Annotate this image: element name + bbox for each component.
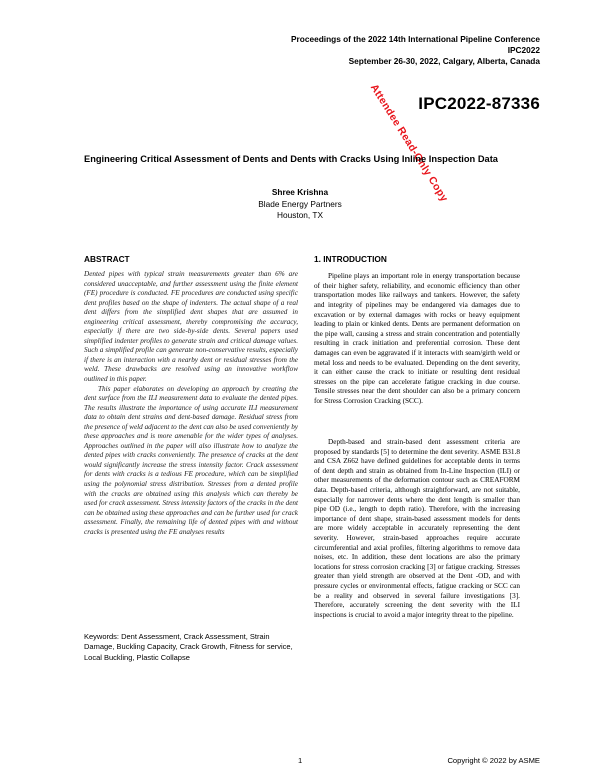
- conference-name: Proceedings of the 2022 14th International Pipeline Conference: [291, 34, 540, 44]
- page-number: 1: [298, 756, 303, 765]
- intro-paragraph-2: Depth-based and strain-based dent assessment criteria are proposed by standards [5] to determine the dent severity. ASME B31.8 and CSA Z662 have defined guidelines for acceptable dents in terms of dent depth and strain as obtained from In-Line Inspection (ILI) or other measurements of the deformation contour such as CREAFORM data. Depth-based criteria, although straightforward, are not suitable, especially for narrower dents where the dent length is smaller than pipe OD (i.e., length to depth ratio). Therefore, with the increasing importance of dent shape, strain-based assessment models for dents are more widely acceptable in accurately representing the dent severity. However, strain-based approaches require accurate circumferential and axial profiles, filtering algorithms to remove data noises, etc. In addition, these dent locations are also the primary locations for stress corrosion cracking [3] or fatigue cracking. Stresses greater than yield strength are observed at the Dent -OD, and with pressure cycles or environmental effects, fatigue cracking or SCC can be a reality and observed in several failure investigations [3]. Therefore, accurately screening the dent severity with the ILI inspections is crucial to avoid a major integrity threat to the pipeline.: [314, 438, 520, 619]
- keywords: Keywords: Dent Assessment, Crack Assessment, Strain Damage, Buckling Capacity, Crack Growth, Fitness for service, Local Buckling, Plastic Collapse: [84, 632, 293, 662]
- introduction-body: [314, 265, 520, 628]
- introduction-heading: 1. INTRODUCTION: [314, 254, 387, 264]
- intro-paragraph-1: Pipeline plays an important role in energy transportation because of their higher safety, reliability, and economic efficiency than other transportation modes like railways and tankers. However, the safety and integrity of pipelines may be endangered via damages due to excavation or by external damages with rocks or heavy equipment leading to plain or kinked dents. Dents are permanent deformation on the pipe wall, causing a stress and strain concentration and potentially resulting in crack initiation and preferential corrosion. These dent damages can even be aggravated if it interacts with seam/girth weld or metal loss and needs to be evaluated. Depending on the dent severity, it can either cause the crack to initiate or resulting dent residual stresses on the pipe can accelerate fatigue cracking in due course. Tensile stresses near the dent shoulder can also be a primary concern for Stress Corrosion Cracking (SCC).: [314, 272, 520, 405]
- abstract-paragraph-1: Dented pipes with typical strain measurements greater than 6% are considered unacceptable, and further assessment using the finite element (FE) procedure is conducted. FE procedures are conducted using specific dent profiles based on the shape of indenters. The actual shape of a real dent differs from the simplified dent shapes that are assumed in engineering critical assessment, thereby compromising the accuracy, especially if there are two side-by-side dents. Several papers used simplified indenter profiles to generate strain and critical damage values. Such a simplified profile can generate non-conservative results, especially if there is an interaction with a nearby dent or residual stresses from the weld. These drawbacks are resolved using an innovative workflow outlined in this paper.: [84, 270, 298, 384]
- conference-dates: September 26-30, 2022, Calgary, Alberta, Canada: [348, 56, 540, 66]
- abstract-body: [84, 270, 298, 537]
- attendee-copy-stamp: Attendee Read-Only Copy: [367, 82, 451, 205]
- author-affiliation: Blade Energy Partners: [258, 199, 342, 209]
- paper-id: IPC2022-87336: [418, 94, 540, 113]
- abstract-heading: ABSTRACT: [84, 254, 130, 264]
- paper-title: Engineering Critical Assessment of Dents and Dents with Cracks Using Inline Inspection Data: [84, 154, 498, 164]
- author-location: Houston, TX: [277, 210, 323, 220]
- conference-code: IPC2022: [507, 45, 540, 55]
- author-name: Shree Krishna: [271, 187, 329, 197]
- copyright: Copyright © 2022 by ASME: [447, 756, 540, 765]
- abstract-paragraph-2: This paper elaborates on developing an approach by creating the dent surface from the ILI measurement data to evaluate the dented pipes. The results illustrate the importance of using accurate ILI measurement data to obtain dent strains and dent-based damage. Residual stress from the presence of weld adjacent to the dent can also be used conveniently by these approaches and is more amenable for the wider types of analyses. Approaches outlined in the paper will also illustrate how to analyze the dented pipes with cracks conveniently. The presence of cracks at the dent would significantly increase the stress intensity factor. Crack assessment for dents with cracks is a tedious FE procedure, which can be simplified using the polynomial stress distribution. Stresses from a dented profile with the cracks are obtained using this analysis which can thereby be used for crack assessment. Stress intensity factors of the cracks in the dent can be obtained using these approaches and can be further used for crack assessment. Finally, the remaining life of dented pipes with and without cracks is presented using the FE analyses results: [84, 384, 298, 536]
